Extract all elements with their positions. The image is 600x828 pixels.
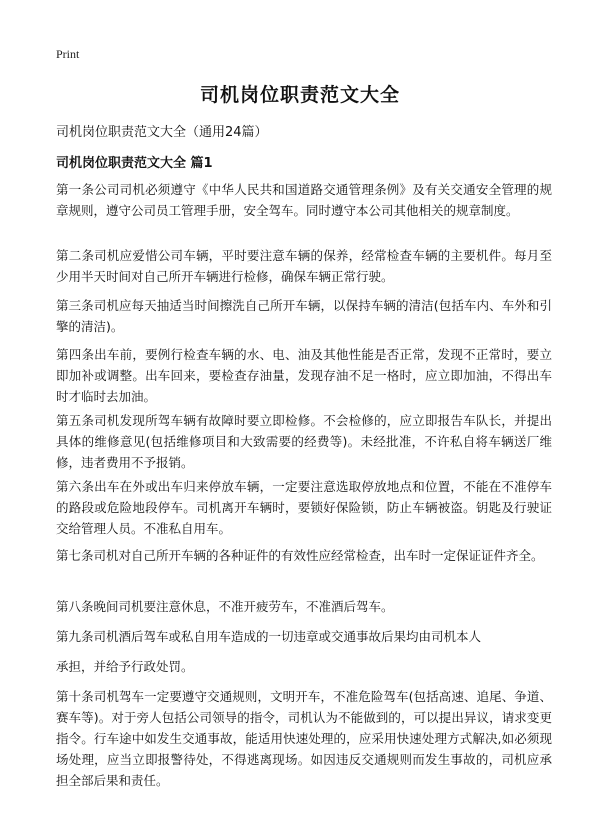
paragraph-article-2: 第二条司机应爱惜公司车辆，平时要注意车辆的保养，经常检查车辆的主要机件。每月至少用半天时间对自己所开车辆进行检修，确保车辆正常行驶。 <box>56 248 552 284</box>
paragraph-article-4: 第四条出车前，要例行检查车辆的水、电、油及其他性能是否正常，发现不正常时，要立即加补或调整。出车回来，要检查存油量，发现存油不足一格时，应立即加油，不得出车时才临时去加油。 <box>56 347 552 404</box>
paragraph-article-5: 第五条司机发现所驾车辆有故障时要立即检修。不会检修的，应立即报告车队长，并提出具体的维修意见(包括维修项目和大致需要的经费等)。未经批准，不许私自将车辆送厂维修，违者费用不予报销。 <box>56 413 552 470</box>
paragraph-article-3: 第三条司机应每天抽适当时间擦洗自己所开车辆，以保持车辆的清洁(包括车内、车外和引擎的清洁)。 <box>56 298 552 334</box>
paragraph-article-9: 第九条司机酒后驾车或私自用车造成的一切违章或交通事故后果均由司机本人 <box>56 629 482 644</box>
paragraph-article-7: 第七条司机对自己所开车辆的各种证件的有效性应经常检查，出车时一定保证证件齐全。 <box>56 548 544 563</box>
print-label: Print <box>56 47 80 61</box>
section-heading: 司机岗位职责范文大全 篇1 <box>56 156 213 171</box>
document-subtitle: 司机岗位职责范文大全（通用24篇） <box>56 125 268 140</box>
paragraph-article-10: 第十条司机驾车一定要遵守交通规则，文明开车，不准危险驾车(包括高速、追尾、争道、赛车等)。对于旁人包括公司领导的指令，司机认为不能做到的，可以提出异议，请求变更指令。行车途中如发生交通事故，能适用快速处理的，应采用快速处理方式解决,如必须现场处理，应当立即报警待处，不得逃离现场。如因违反交通规则而发生事故的，司机应承担全部后果和责任。 <box>56 689 552 788</box>
paragraph-article-6: 第六条出车在外或出车归来停放车辆，一定要注意选取停放地点和位置，不能在不准停车的路段或危险地段停车。司机离开车辆时，要锁好保险锁，防止车辆被盗。钥匙及行驶证交给管理人员。不准私自用车。 <box>56 479 552 536</box>
paragraph-article-8: 第八条晚间司机要注意休息，不准开疲劳车，不准酒后驾车。 <box>56 599 394 614</box>
paragraph-article-9-cont: 承担，并给予行政处罚。 <box>56 659 194 674</box>
paragraph-article-1: 第一条公司司机必须遵守《中华人民共和国道路交通管理条例》及有关交通安全管理的规章规则，遵守公司员工管理手册，安全驾车。同时遵守本公司其他相关的规章制度。 <box>56 182 552 218</box>
document-title: 司机岗位职责范文大全 <box>199 84 400 106</box>
